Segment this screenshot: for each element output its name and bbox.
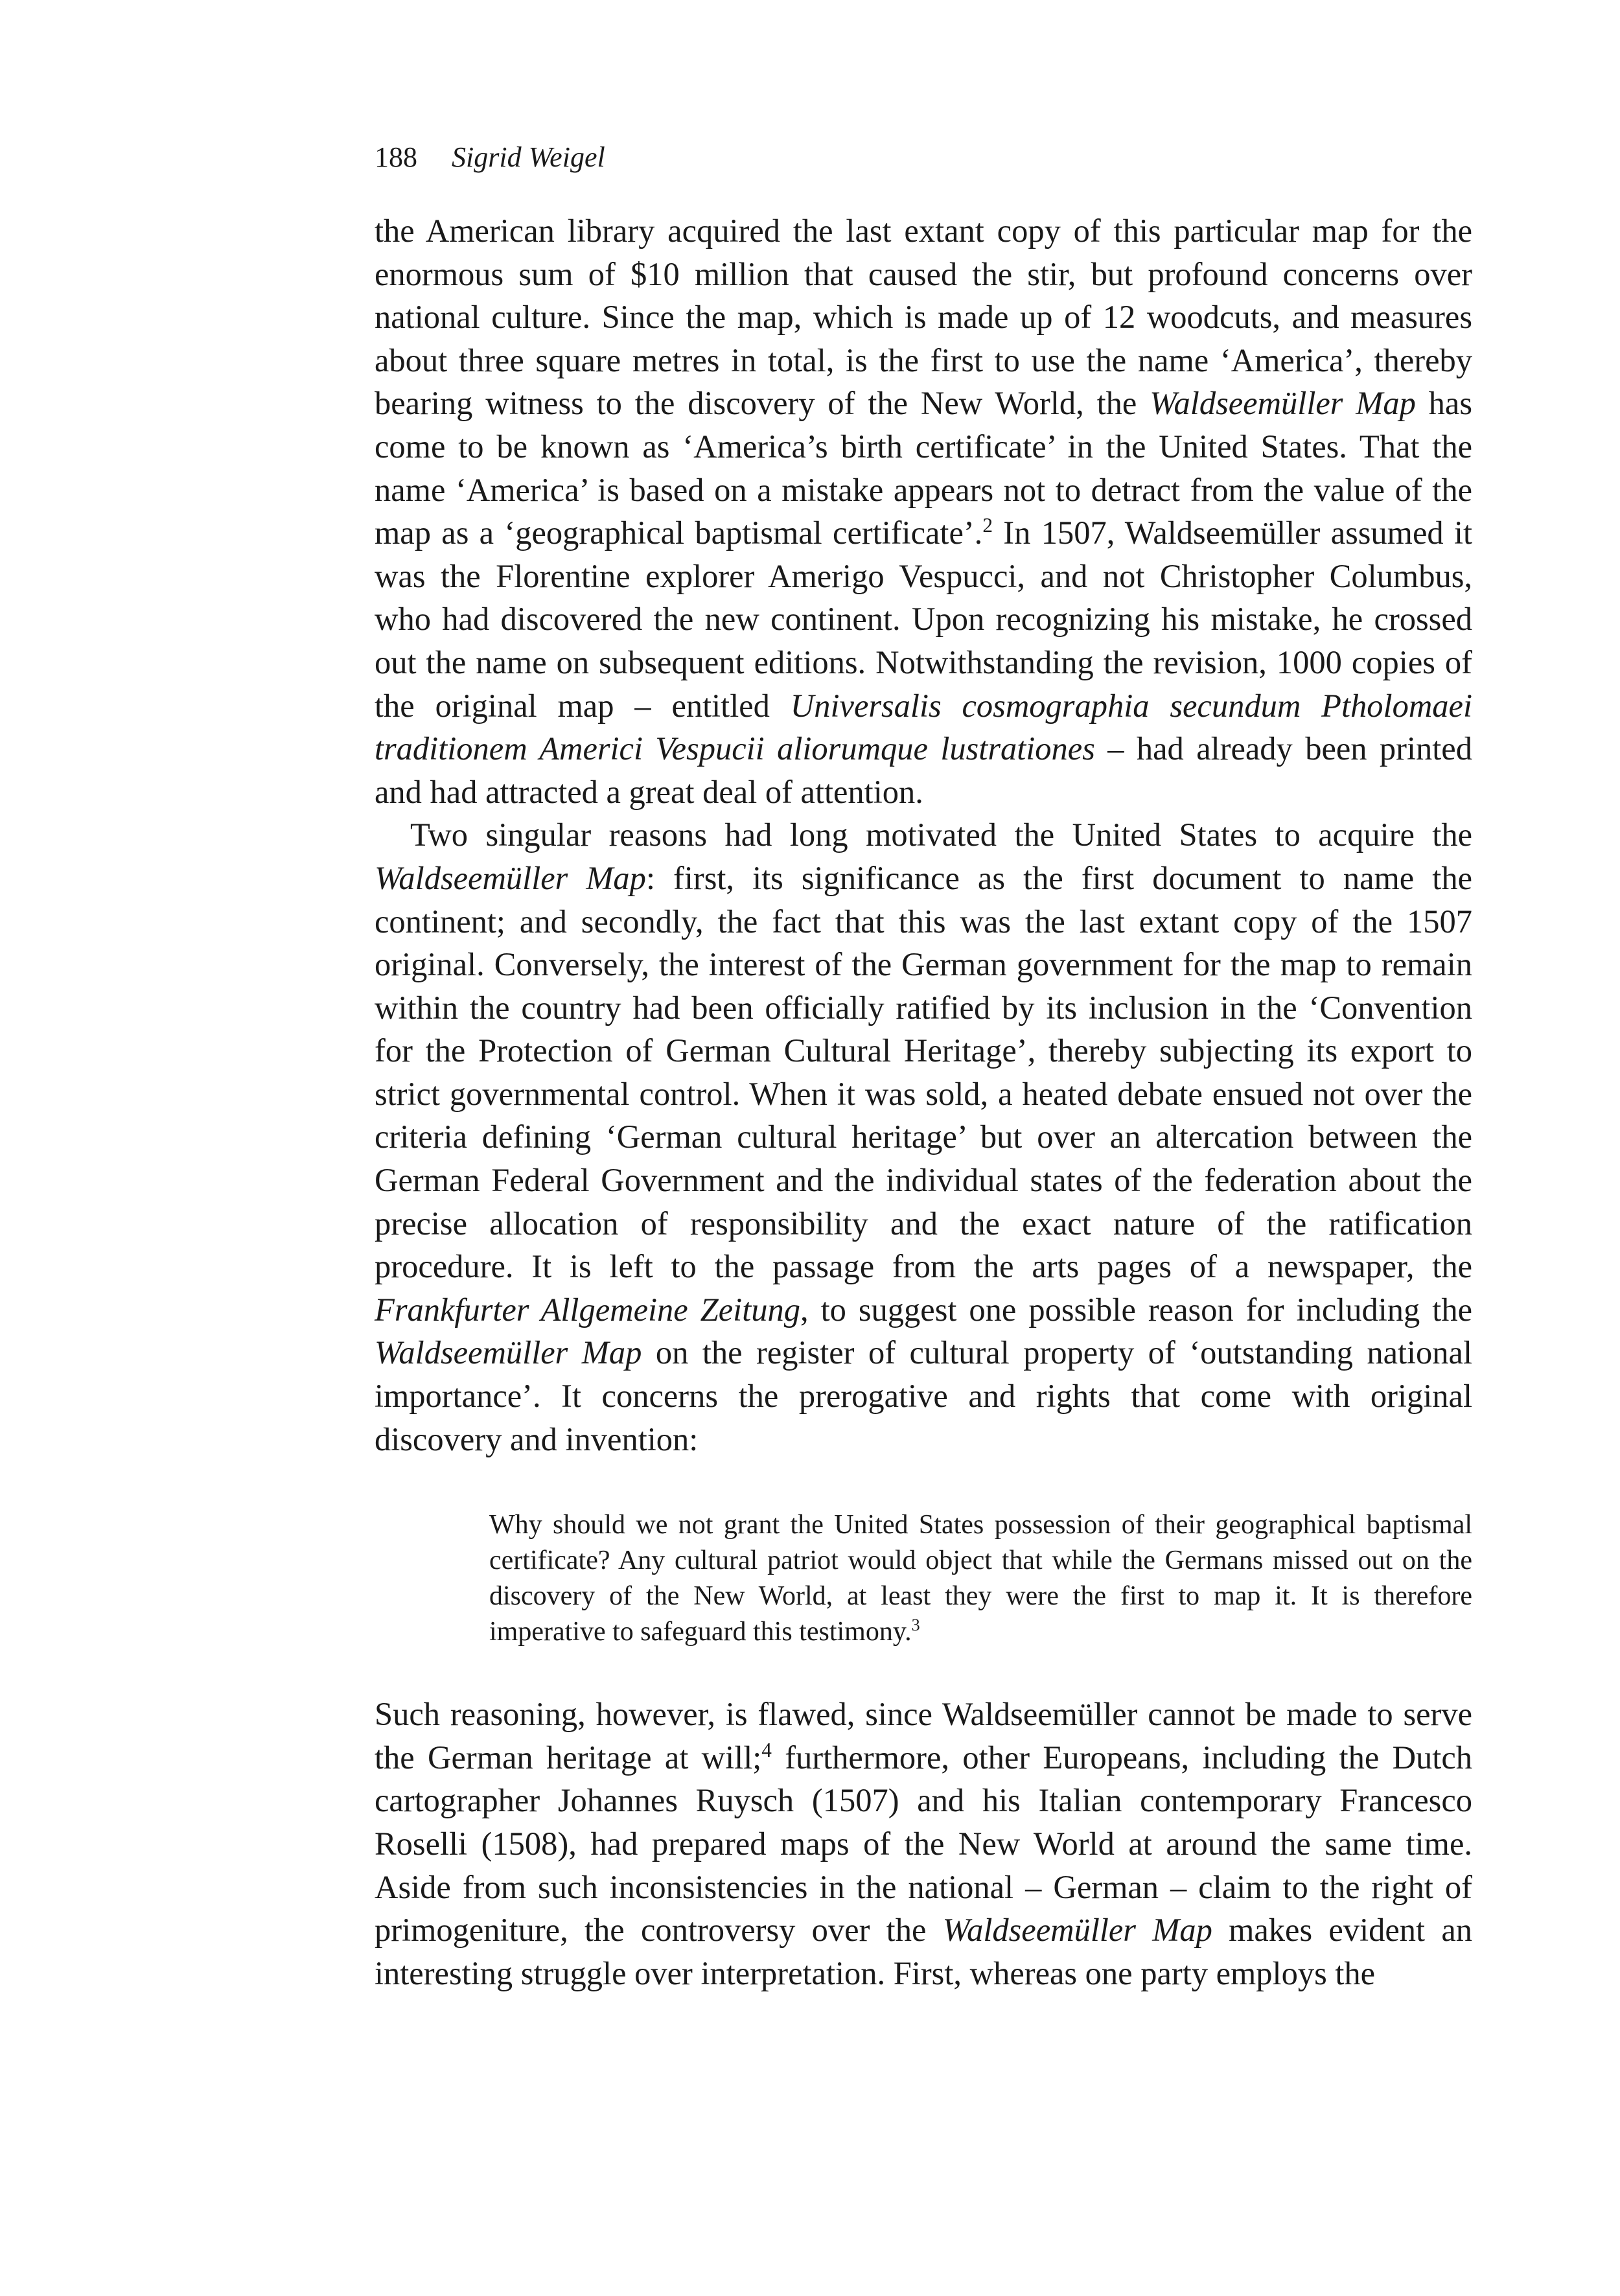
text-run: – had already been printed and had attracted a great deal of attention. — [375, 730, 1472, 810]
text-run: on the register of cultural property of ‘outstanding national importance’. It concerns the prerogative and rights that come with original discovery and invention: — [375, 1334, 1473, 1457]
page-body — [375, 139, 1472, 1995]
running-head-author: Sigrid Weigel — [452, 141, 605, 173]
text-run: the American library acquired the last extant copy of this particular map for the enormous sum of $10 million that caused the stir, but profound concerns over national culture. Since the map, which is made up of 12 woodcuts, and measures about three square metres in total, is the first to use the name ‘America’, thereby bearing witness to the discovery of the New World, the — [375, 213, 1472, 422]
paragraph — [375, 209, 1472, 813]
italic-text: Universalis cosmographia secundum Ptholomaei traditionem Americi Vespucii aliorumque lustrationes — [375, 687, 1472, 767]
running-head — [375, 139, 1472, 176]
text-run: makes evident an interesting struggle over interpretation. First, whereas one party employs the — [375, 1912, 1473, 1991]
block-quote — [489, 1507, 1472, 1650]
italic-text: Frankfurter Allgemeine Zeitung — [375, 1291, 800, 1328]
page-number: 188 — [375, 141, 417, 173]
italic-text: Waldseemüller Map — [375, 859, 646, 896]
footnote-ref: 4 — [761, 1738, 772, 1761]
italic-text: Waldseemüller Map — [1150, 385, 1416, 422]
text-run: In 1507, Waldseemüller assumed it was the Florentine explorer Amerigo Vespucci, and not Christopher Columbus, who had discovered the new continent. Upon recognizing his mistake, he crossed out the name on subsequent editions. Notwithstanding the revision, 1000 copies of the original map – entitled — [375, 515, 1472, 724]
footnote-ref: 2 — [982, 514, 993, 537]
text-run: : first, its significance as the first document to name the continent; and secondly, the fact that this was the last extant copy of the 1507 original. Conversely, the interest of the German government for the map to remain within the country had been officially ratified by its inclusion in the ‘Convention for the Protection of German Cultural Heritage’, thereby subjecting its export to strict governmental control. When it was sold, a heated debate ensued not over the criteria defining ‘German cultural heritage’ but over an altercation between the German Federal Government and the individual states of the federation about the precise allocation of responsibility and the exact nature of the ratification procedure. It is left to the passage from the arts pages of a newspaper, the — [375, 859, 1472, 1285]
text-run: Such reasoning, however, is flawed, since Waldseemüller cannot be made to serve the German heritage at will; — [375, 1696, 1472, 1776]
footnote-ref: 3 — [911, 1616, 920, 1635]
text-run: has come to be known as ‘America’s birth certificate’ in the United States. That the name ‘America’ is based on a mistake appears not to detract from the value of the map as a ‘geographical baptismal certificate’. — [375, 385, 1472, 551]
text-run: Why should we not grant the United States possession of their geographical baptismal certificate? Any cultural patriot would object that while the Germans missed out on the discovery of the New World, at least they were the first to map it. It is therefore imperative to safeguard this testimony. — [489, 1510, 1472, 1647]
italic-text: Waldseemüller Map — [375, 1334, 642, 1371]
text-run: Two singular reasons had long motivated the United States to acquire the — [410, 817, 1472, 853]
paragraph — [375, 1693, 1472, 1995]
italic-text: Waldseemüller Map — [942, 1912, 1212, 1949]
paragraph — [375, 813, 1472, 1461]
text-run: furthermore, other Europeans, including the Dutch cartographer Johannes Ruysch (1507) and his Italian contemporary Francesco Roselli (1508), had prepared maps of the New World at around the same time. Aside from such inconsistencies in the national – German – claim to the right of primogeniture, the controversy over the — [375, 1739, 1472, 1949]
text-run: , to suggest one possible reason for including the — [800, 1291, 1472, 1328]
